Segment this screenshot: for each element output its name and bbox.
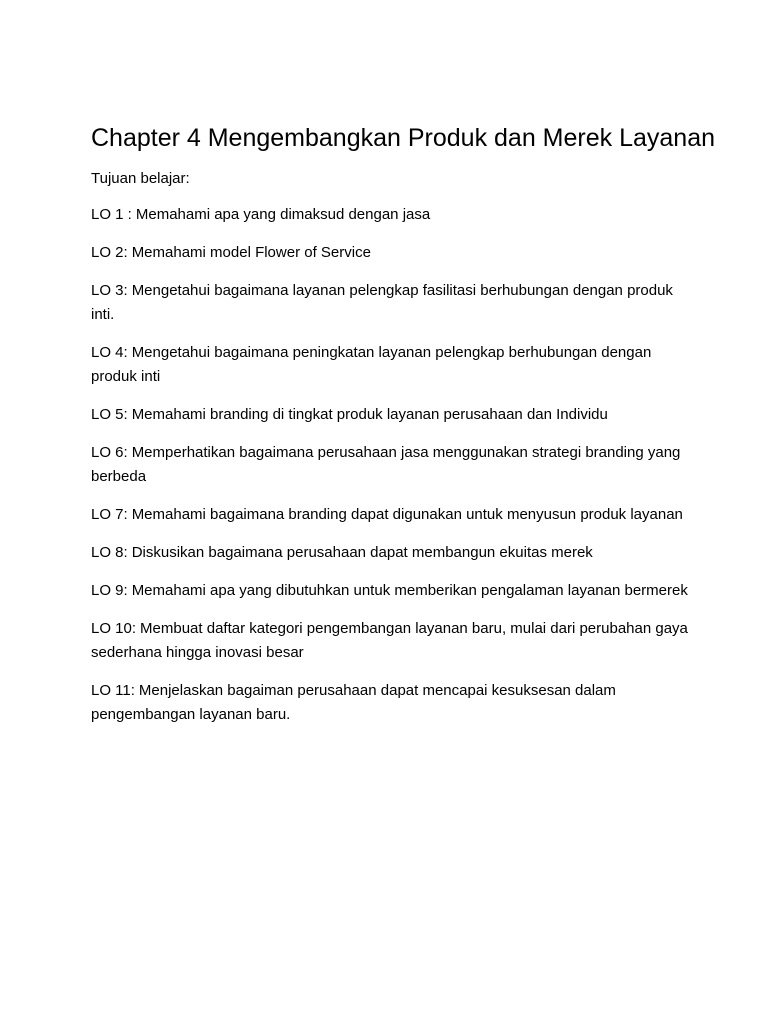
section-heading: Tujuan belajar: [91,170,190,187]
objective-text: Memahami branding di tingkat produk layanan perusahaan dan Individu [131,406,608,423]
objective-text: Memahami apa yang dimaksud dengan jasa [135,206,431,223]
learning-objective-11 [91,679,691,727]
learning-objectives-list [91,203,691,741]
objective-label: LO 3: [91,282,128,299]
objective-text: Memahami model Flower of Service [131,244,371,261]
learning-objective-9 [91,579,691,603]
learning-objective-4 [91,341,691,389]
objective-label: LO 7: [91,506,128,523]
objective-text: Memperhatikan bagaimana perusahaan jasa menggunakan strategi branding yang berbeda [91,444,681,485]
objective-text: Membuat daftar kategori pengembangan layanan baru, mulai dari perubahan gaya sederhana hingga inovasi besar [91,620,688,661]
objective-label: LO 11: [91,682,135,699]
learning-objective-10 [91,617,691,665]
objective-text: Mengetahui bagaimana layanan pelengkap fasilitasi berhubungan dengan produk inti. [91,282,673,323]
learning-objective-3 [91,279,691,327]
objective-label: LO 5: [91,406,128,423]
learning-objective-5 [91,403,691,427]
objective-text: Memahami bagaimana branding dapat digunakan untuk menyusun produk layanan [131,506,683,523]
learning-objective-2 [91,241,691,265]
objective-text: Mengetahui bagaimana peningkatan layanan pelengkap berhubungan dengan produk inti [91,344,652,385]
learning-objective-8 [91,541,691,565]
objective-text: Memahami apa yang dibutuhkan untuk memberikan pengalaman layanan bermerek [131,582,688,599]
objective-label: LO 4: [91,344,128,361]
page-title: Chapter 4 Mengembangkan Produk dan Merek Layanan [91,124,716,152]
objective-label: LO 9: [91,582,128,599]
objective-text: Menjelaskan bagaiman perusahaan dapat mencapai kesuksesan dalam pengembangan layanan baru. [91,682,616,723]
objective-label: LO 1 : [91,206,132,223]
learning-objective-1 [91,203,691,227]
learning-objective-6 [91,441,691,489]
objective-label: LO 8: [91,544,128,561]
objective-label: LO 10: [91,620,137,637]
objective-label: LO 2: [91,244,128,261]
objective-label: LO 6: [91,444,128,461]
learning-objective-7 [91,503,691,527]
objective-text: Diskusikan bagaimana perusahaan dapat membangun ekuitas merek [131,544,593,561]
